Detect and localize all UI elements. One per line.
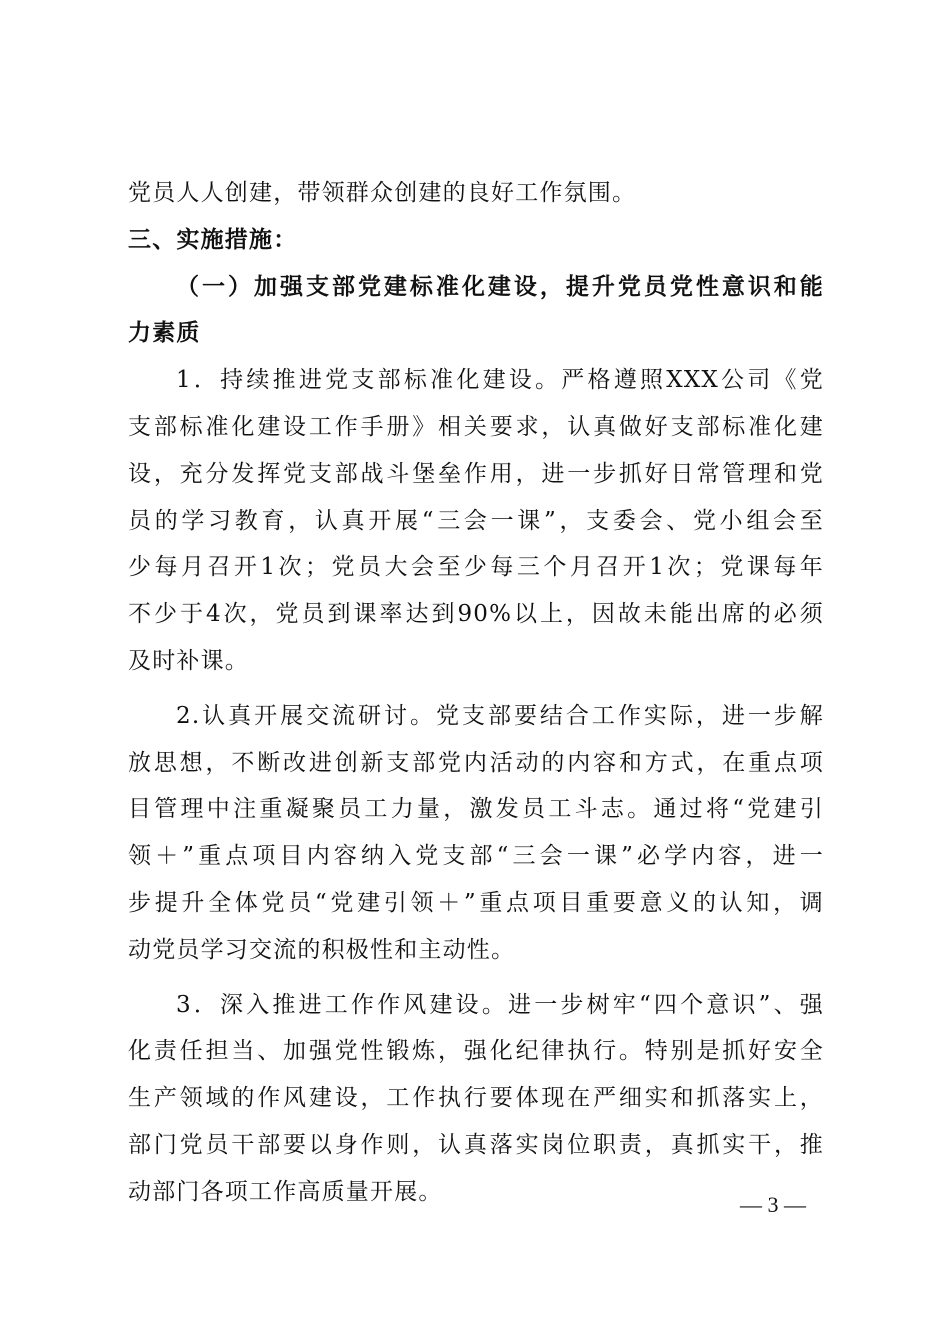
- item-1-line: 不少于4次，党员到课率达到90%以上，因故未能出席的必须: [128, 601, 824, 628]
- section-heading: 三、实施措施：: [128, 226, 298, 253]
- subsection-heading: （一）加强支部党建标准化建设，提升党员党性意识和能: [176, 272, 824, 300]
- subsection-heading-cont: 力素质: [128, 319, 201, 347]
- item-1-line: 支部标准化建设工作手册》相关要求，认真做好支部标准化建: [128, 413, 824, 440]
- body-line: 党员人人创建，带领群众创建的良好工作氛围。: [128, 180, 637, 206]
- item-2-line: 放思想，不断改进创新支部党内活动的内容和方式，在重点项: [128, 749, 824, 776]
- item-2-line: 2.认真开展交流研讨。党支部要结合工作实际，进一步解: [176, 702, 824, 729]
- document-body: [128, 170, 824, 1216]
- item-2-line: 步提升全体党员“党建引领＋”重点项目重要意义的认知，调: [128, 889, 824, 916]
- item-3-line: 部门党员干部要以身作则，认真落实岗位职责，真抓实干，推: [128, 1131, 824, 1158]
- item-3-line: 生产领域的作风建设，工作执行要体现在严细实和抓落实上，: [128, 1085, 824, 1112]
- item-1-line: 少每月召开1次；党员大会至少每三个月召开1次；党课每年: [128, 554, 824, 581]
- item-3-line: 动部门各项工作高质量开展。: [128, 1178, 443, 1205]
- page-number: — 3 —: [740, 1192, 806, 1217]
- item-3-line: 化责任担当、加强党性锻炼，强化纪律执行。特别是抓好安全: [128, 1038, 824, 1065]
- item-1-line: 1．持续推进党支部标准化建设。严格遵照XXX公司《党: [176, 367, 824, 394]
- item-1-line: 及时补课。: [128, 647, 249, 674]
- item-1-line: 设，充分发挥党支部战斗堡垒作用，进一步抓好日常管理和党: [128, 460, 824, 487]
- item-2-line: 目管理中注重凝聚员工力量，激发员工斗志。通过将“党建引: [128, 796, 824, 823]
- item-1-line: 员的学习教育，认真开展“三会一课”，支委会、党小组会至: [128, 507, 824, 534]
- item-2-line: 动党员学习交流的积极性和主动性。: [128, 936, 516, 963]
- item-3-line: 3．深入推进工作作风建设。进一步树牢“四个意识”、强: [176, 991, 824, 1018]
- item-2-line: 领＋”重点项目内容纳入党支部“三会一课”必学内容，进一: [128, 843, 824, 870]
